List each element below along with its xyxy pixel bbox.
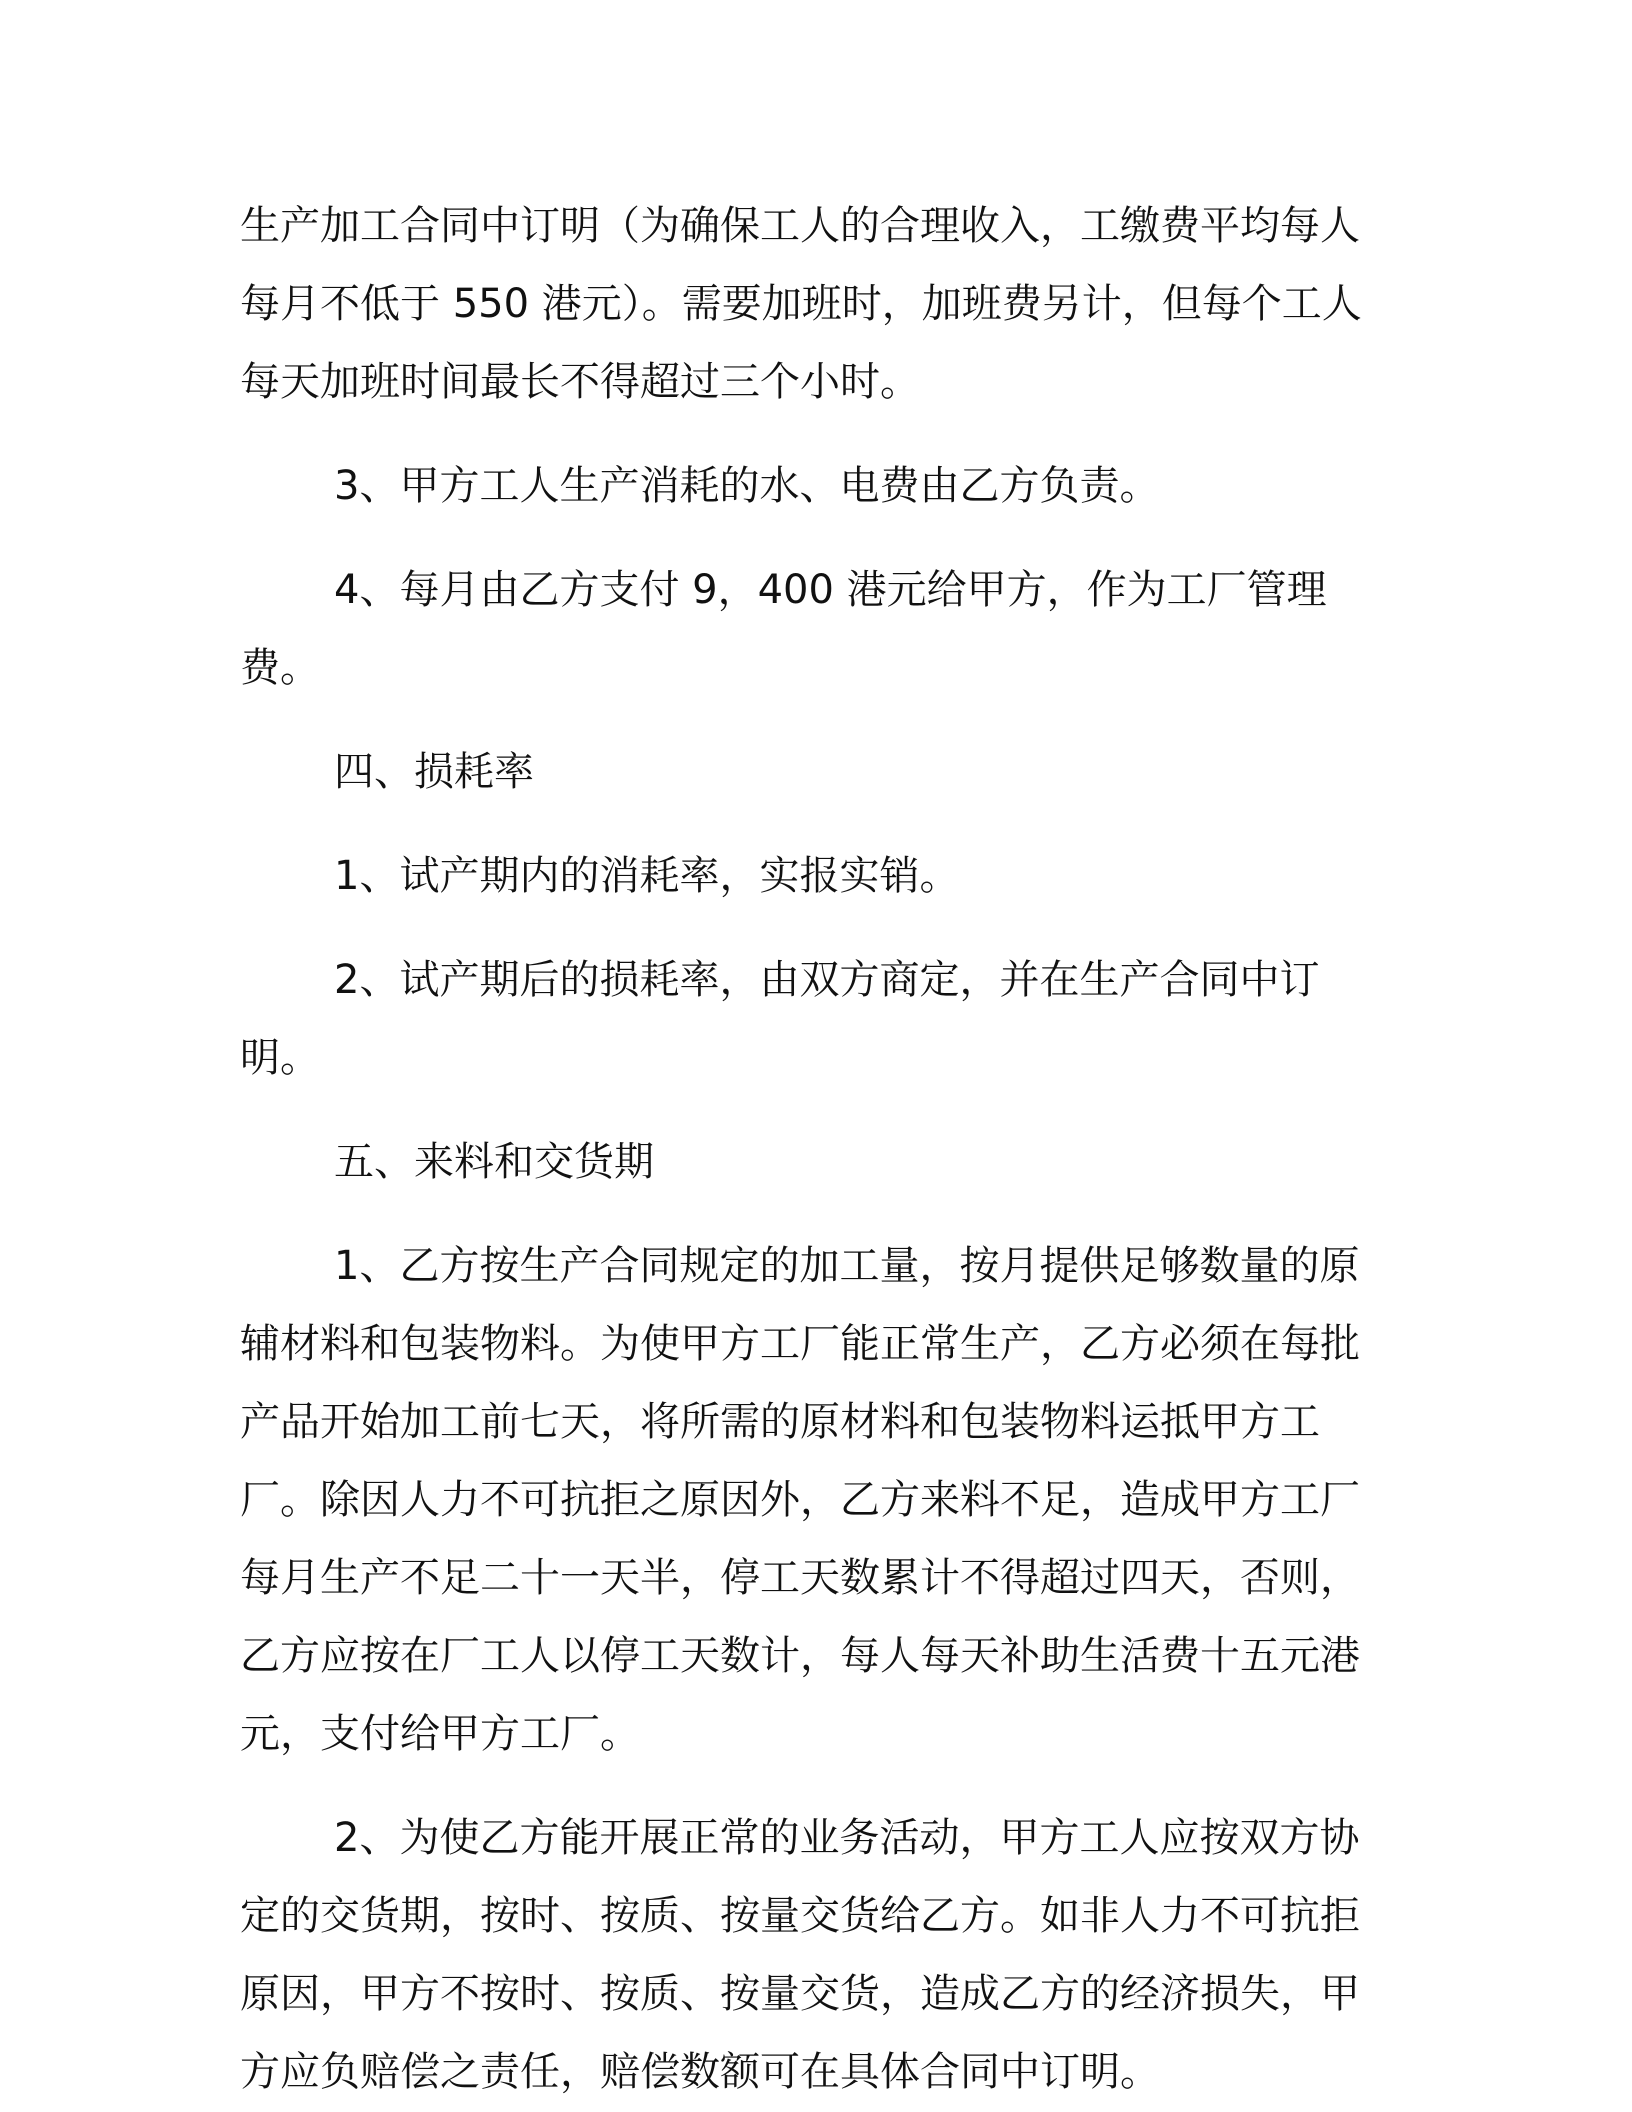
document-body xyxy=(240,187,1368,2111)
paragraph-trial-consumption: 1、试产期内的消耗率，实报实销。 xyxy=(334,853,960,899)
paragraph-delivery-terms: 2、为使乙方能开展正常的业务活动，甲方工人应按双方协定的交货期，按时、按质、按量交货给乙方。如非人力不可抗拒原因，甲方不按时、按质、按量交货，造成乙方的经济损失，甲方应负赔偿之责任，赔偿数额可在具体合同中订明。 xyxy=(240,1815,1360,2095)
paragraph-materials-supply: 1、乙方按生产合同规定的加工量，按月提供足够数量的原辅材料和包装物料。为使甲方工厂能正常生产，乙方必须在每批产品开始加工前七天，将所需的原材料和包装物料运抵甲方工厂。除因人力不可抗拒之原因外，乙方来料不足，造成甲方工厂每月生产不足二十一天半，停工天数累计不得超过四天，否则，乙方应按在厂工人以停工天数计，每人每天补助生活费十五元港元，支付给甲方工厂。 xyxy=(240,1243,1360,1757)
paragraph-post-trial-loss-rate: 2、试产期后的损耗率，由双方商定，并在生产合同中订明。 xyxy=(240,957,1320,1081)
paragraph-water-electricity: 3、甲方工人生产消耗的水、电费由乙方负责。 xyxy=(334,463,1160,509)
paragraph-management-fee: 4、每月由乙方支付 9，400 港元给甲方，作为工厂管理费。 xyxy=(240,567,1327,691)
section-heading-materials-delivery: 五、来料和交货期 xyxy=(334,1139,654,1185)
paragraph-working-hours: 生产加工合同中订明（为确保工人的合理收入，工缴费平均每人每月不低于 550 港元）。需要加班时，加班费另计，但每个工人每天加班时间最长不得超过三个小时。 xyxy=(240,203,1362,405)
section-heading-loss-rate: 四、损耗率 xyxy=(334,749,534,795)
